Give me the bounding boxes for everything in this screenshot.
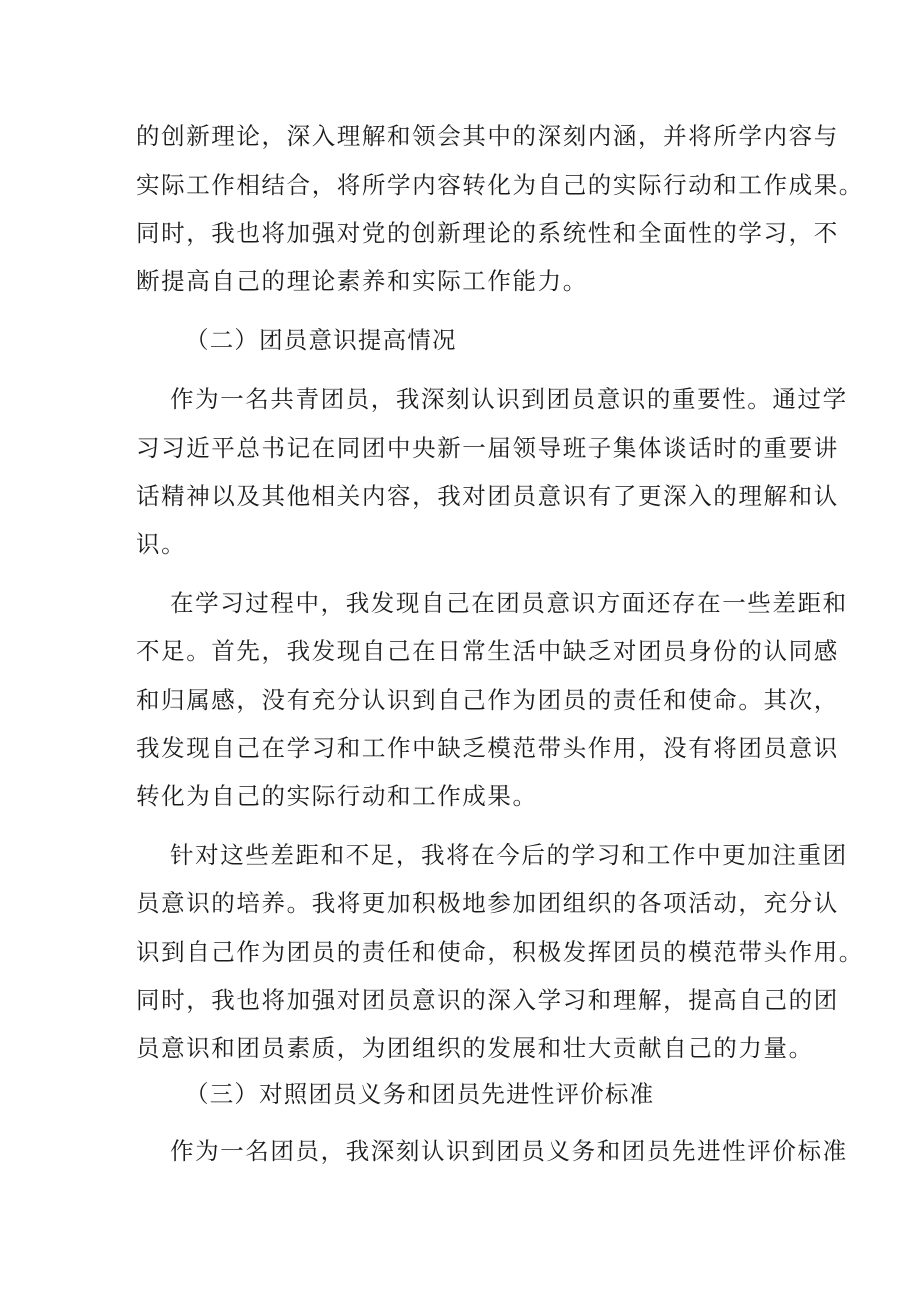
text-line: 员意识和团员素质，为团组织的发展和壮大贡献自己的力量。 bbox=[136, 1034, 814, 1062]
text-line: 转化为自己的实际行动和工作成果。 bbox=[136, 782, 538, 810]
text-line: 话精神以及其他相关内容，我对团员意识有了更深入的理解和认 bbox=[136, 482, 839, 510]
text-line: 习习近平总书记在同团中央新一届领导班子集体谈话时的重要讲 bbox=[136, 434, 839, 462]
text-line: 针对这些差距和不足，我将在今后的学习和工作中更加注重团 bbox=[170, 841, 848, 869]
text-line: 我发现自己在学习和工作中缺乏模范带头作用，没有将团员意识 bbox=[136, 734, 839, 762]
text-line: 作为一名团员，我深刻认识到团员义务和团员先进性评价标准 bbox=[170, 1137, 848, 1165]
text-line: 识到自己作为团员的责任和使命，积极发挥团员的模范带头作用。 bbox=[136, 938, 864, 966]
text-line: 同时，我也将加强对团员意识的深入学习和理解，提高自己的团 bbox=[136, 986, 839, 1014]
text-line: 和归属感，没有充分认识到自己作为团员的责任和使命。其次， bbox=[136, 686, 839, 714]
text-line: 识。 bbox=[136, 530, 187, 558]
text-line: 员意识的培养。我将更加积极地参加团组织的各项活动，充分认 bbox=[136, 889, 839, 917]
text-line: 断提高自己的理论素养和实际工作能力。 bbox=[136, 267, 588, 295]
text-line: 实际工作相结合，将所学内容转化为自己的实际行动和工作成果。 bbox=[136, 171, 864, 199]
text-line: 作为一名共青团员，我深刻认识到团员意识的重要性。通过学 bbox=[170, 385, 848, 413]
text-line: 的创新理论，深入理解和领会其中的深刻内涵，并将所学内容与 bbox=[136, 122, 839, 150]
section-heading-3: （三）对照团员义务和团员先进性评价标准 bbox=[185, 1080, 655, 1108]
text-line: 同时，我也将加强对党的创新理论的系统性和全面性的学习，不 bbox=[136, 219, 839, 247]
section-heading-2: （二）团员意识提高情况 bbox=[185, 326, 457, 354]
text-line: 不足。首先，我发现自己在日常生活中缺乏对团员身份的认同感 bbox=[136, 637, 839, 665]
text-line: 在学习过程中，我发现自己在团员意识方面还存在一些差距和 bbox=[170, 589, 848, 617]
